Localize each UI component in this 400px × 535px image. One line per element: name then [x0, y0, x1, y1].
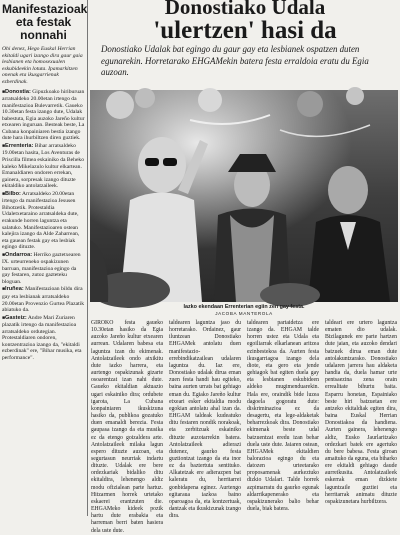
bullet-icon: ■ [2, 191, 6, 197]
sidebar-item-city: Ondarroa: [5, 251, 33, 258]
bullet-icon: ■ [2, 89, 6, 95]
photo-caption: Iazko ekendaan Errenterian egiin zen gay festa. [183, 304, 305, 310]
sidebar-item-city: Gasteiz: [5, 314, 27, 321]
body-column-1: GIROKO festa gaueko 10.30etan hasiko da Egia auzoko Jareño kultur etxearen aurrean. Udalaren babesa eta laguntza izan du ekimenak. Antolatzaileek ondo atxikitu dute iazko harrera, eta aurtengo ospakizunak gizarte osoarentzat izan nahi dute. Gaueko ekitaldian aktuazio ugari eskainiko dira; ordubete igarota, La Cubana konpainiaren ikuskizuna hasiko da, publikoa gozatuko duen emanaldi berezia. Festa gaupasa izango da eta musika ez da etengo goizaldera arte. Antolatzaileek milaka lagun espero dituzte auzoan, eta segurtasun neurriak indartu dituzte. Udalak ere bere ordezkariak bidaliko ditu ekitaldira, lehenengo aldiz modu ofizialean parte hartuz. Hitzarmen horrek urtetako eskaerei erantzuten die. EHGAMeko kideek pozik hartu dute erabakia eta harreman berri baten hasiera dela uste dute. [91, 320, 163, 534]
body-column-4: taldeari ere urtero laguntza ematen dio udalak. Bizilagunek ere parte hartzen dute jaian, eta auzoko dendari batzuek dirua eman dute antolakuntzarako. Donostiako udalaren jarrera hau aldaketa handia da, duela hamar urte pentsaezina zena orain errealitate bihurtu baita. Esparru honetan, Espainiako beste hiri batzuetan ere antzeko ekitaldiak egiten dira, baina Euskal Herrian Donostiakoa da handiena. Aurten gainera, lehenengo aldiz, Eusko Jaurlaritzako ordezkari batek ere agertuko du bere babesa. Festa giroan amaituko da eguna, eta biharko ere ekitaldi gehiago daude aurreikusita. Antolatzaileek eskerrak eman dizkiete laguntzaile guztiei eta herritarrak animatu dituzte ospakizunetara hurbiltzera. [325, 320, 398, 505]
bullet-icon: ■ [2, 315, 6, 321]
sidebar-item-text: Manifestazioan bildu dira gay eta lesbianak arratsaldeko 20.00etan Provenzio Gurtea Plazatik abiatuko da. [2, 286, 85, 314]
sidebar-item-text: Andre Mari Zuriaren plazatik irtengo da manifestazioa arratsaldeko ordutegian. Protestaldiaren ondoren, kontzentrazioa izango da, "ekitaldi ezberdinak" ere, "Bihar musika, eta performance". [2, 314, 82, 361]
sidebar-item-text: Gipuzkoako hiriburuan arratsaldeko 20.00etan irtengo da manifestazioa Bulevarretik. Gaueko 10.30etan festa izango dute, Udalak babestuta, Egia auzoko Jareño kultur etxearen inguruan. Besteak beste, La Cubana konpainiaren bestia izango dute hara ihurbiltzen diren guztiek. [2, 88, 85, 142]
sidebar-list [2, 89, 85, 362]
sidebar-item-text: Bihar arratsaldeko 19.00etan hasita, Los Aventuras de Priscilla filmea eskainiko da Beheko kaleko Mikelazulo kultur elkartean. Emanaldiaren ondoren errekan, gainera, sorpresak izango dituzte ekitaldiko antolatzaileek. [2, 142, 85, 190]
body-column-3: taldearen partaidetza ere izango da. EHGAM talde horren ustez eta Udala eta egoiliarrak elkarlanean aritzea ezinbestekoa da. Aurten festa ikusgarriagoa izango dela diote, eta gero eta jende gehiagok bat egiten duela gay eta lesbianen eskubideen aldeko mugimenduarekin. Hala ere, oraindik bide luzea dagoela gogoratu dute: diskriminazioa ez da desagertu, eta lege-aldaketak beharrezkoak dira. Donostiako ekimenak beste udal batzuentzat eredu izan behar duela uste dute. Jaiaren ostean, EHGAMek ekitaldien balorazioa egingo du eta datozen urteetarako proposamenak aurkeztuko dizkio Udalari. Talde horrek azpimarratu du gaurko egunak aldarrikapenerako eta ospakizunerako balio behar duela, biak batera. [247, 320, 319, 513]
bullet-icon: ■ [2, 287, 6, 293]
sidebar-item-errenteria [2, 143, 85, 190]
article-headline [92, 0, 398, 43]
article-lead: Donostiako Udalak bat egingo du gaur gay eta lesbianek ospatzen duten egunarekin. Horretarako EHGAMekin batera festa erraldoia eratu du Egia auzoan. [101, 44, 369, 78]
sidebar-headline: Manifestazioak eta festak nonnahi [2, 2, 88, 42]
sidebar-item-city: Errenteria: [5, 142, 34, 149]
sidebar-item-ondarroa [2, 252, 85, 286]
sidebar-item-city: Iruñea: [5, 286, 24, 293]
sidebar-item-city: Donostia: [5, 88, 31, 95]
headline-line-1: Donostiako Udala [164, 0, 326, 19]
sidebar-item-bilbo [2, 191, 85, 251]
sidebar-intro: Ohi denez, Hego Euskal Herrian ekitaldi ugari izango dira gaur gaia lesbianen eta homosexualen eskubideekin lotuta. Ipamarkitzen onenak eta ikusgarrienak ezberdinak. [2, 46, 83, 85]
headline-line-2: 'ulertzen' hasi da [153, 17, 337, 44]
sidebar-item-text: Herriko gaztetxearen IX. urteurreneko ospakizunen barruan, manifestazioa egingo da gay festaren, zutoz gazteteku bloguan. [2, 251, 81, 285]
sidebar-column [2, 0, 88, 516]
sidebar-item-gasteiz [2, 315, 85, 362]
article-photo [90, 90, 398, 302]
sidebar-item-iruinea [2, 286, 85, 313]
bullet-icon: ■ [2, 252, 6, 258]
bullet-icon: ■ [2, 143, 6, 149]
body-column-2: taldearen laguntza jaso du horretarako. Ordainez, gaur iluntzean Donostiako EHGAMek antolatu duen manifestazio-errebindikatzailean udalaren laguntza du. Iaz ere, Donostiako udalak dirua eman zuen festa handi hau egiteko, baina aurten urrats bat gehiago eman du. Egiako Jareño kultur etxeari esker ekitaldia modu egokian antolatu ahal izan da. EHGAM taldeak kudeatuko ditu festaren nondik norakoak, eta zerbitzuak eskainiko dituzte auzotarrekin batera. Antolatzaileek adierazi dutenez, gaurko festa guztiontzat izango da eta inor ez da baztertuta sentituko. Alkatetzak ere adierazpen bat kaleratu du, herritarrei gonbidapena eginez. Aurtengo egitaraua iazkoa baino oparoagoa da, eta kontzertuak, dantzak eta ikuskizunak izango dira. [169, 320, 242, 520]
photo-credit: JACOBA MANTEROLA [215, 311, 273, 316]
column-divider [87, 0, 88, 516]
photo-image [90, 90, 398, 302]
sidebar-item-city: Bilbo: [5, 190, 21, 197]
sidebar-item-text: Arratsaldeko 20.00etan irtengo da manifestazioa Jesusen Bihotzetik. Protestaldia Udaletxetaraino arratsaldeka dute, erakunde horren laguntza eta salatuko. Manifestazioaren ostean kalejira izango da Alde Zaharrean, eta gauean festak gay eta lesbiak egingo dituzte. [2, 190, 80, 251]
sidebar-item-donostia [2, 89, 85, 142]
